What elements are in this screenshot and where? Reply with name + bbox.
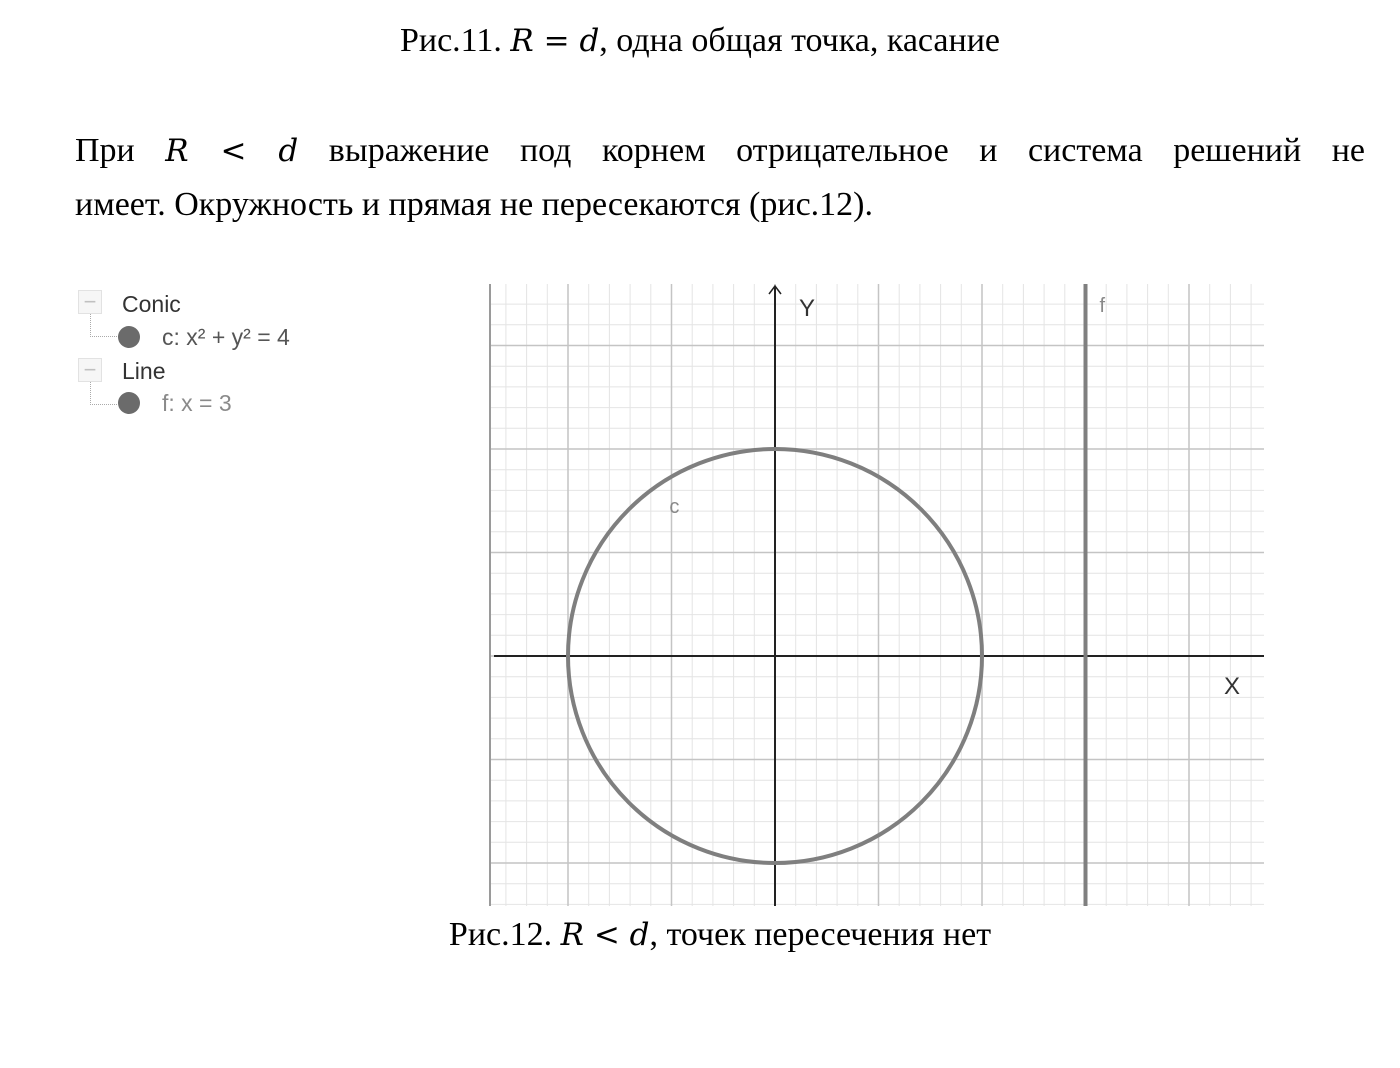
caption-11-prefix: Рис.11. — [399, 22, 511, 59]
tree-connector — [90, 314, 117, 337]
tree-connector — [90, 382, 117, 405]
caption-12-prefix: Рис.12. — [448, 916, 561, 953]
group-label-conic: Conic — [122, 291, 181, 317]
object-c-label[interactable]: c: x² + y² = 4 — [162, 324, 290, 350]
y-axis-label: Y — [799, 295, 816, 322]
group-label-line: Line — [122, 358, 166, 384]
visibility-toggle-f[interactable] — [118, 392, 140, 414]
paragraph-line-1 — [75, 124, 1365, 178]
algebra-view — [76, 286, 396, 436]
body-paragraph — [75, 124, 1365, 231]
caption-12-math: R < d — [560, 917, 650, 953]
line-f-label: f — [1099, 295, 1106, 317]
object-f-label[interactable]: f: x = 3 — [162, 390, 232, 416]
circle-c-label: c — [669, 496, 680, 519]
paragraph-line-1-rest: выражение под корнем отрицательное и система решений не — [298, 132, 1365, 169]
figure-12-caption — [20, 916, 1400, 954]
caption-12-suffix: , точек пересечения нет — [649, 916, 992, 953]
collapse-line-icon[interactable]: − — [78, 358, 102, 382]
x-axis-label: X — [1224, 673, 1241, 700]
visibility-toggle-c[interactable] — [118, 326, 140, 348]
graphics-view[interactable] — [484, 284, 1264, 906]
caption-11-suffix: , одна общая точка, касание — [599, 22, 1001, 59]
figure-11-caption — [0, 22, 1400, 60]
caption-11-math: R = d — [510, 23, 600, 59]
collapse-conic-icon[interactable]: − — [78, 290, 102, 314]
paragraph-line-2: имеет. Окружность и прямая не пересекаются (рис.12). — [75, 186, 873, 223]
paragraph-line-1-start: При — [75, 132, 166, 169]
paragraph-math: R < d — [165, 133, 299, 169]
